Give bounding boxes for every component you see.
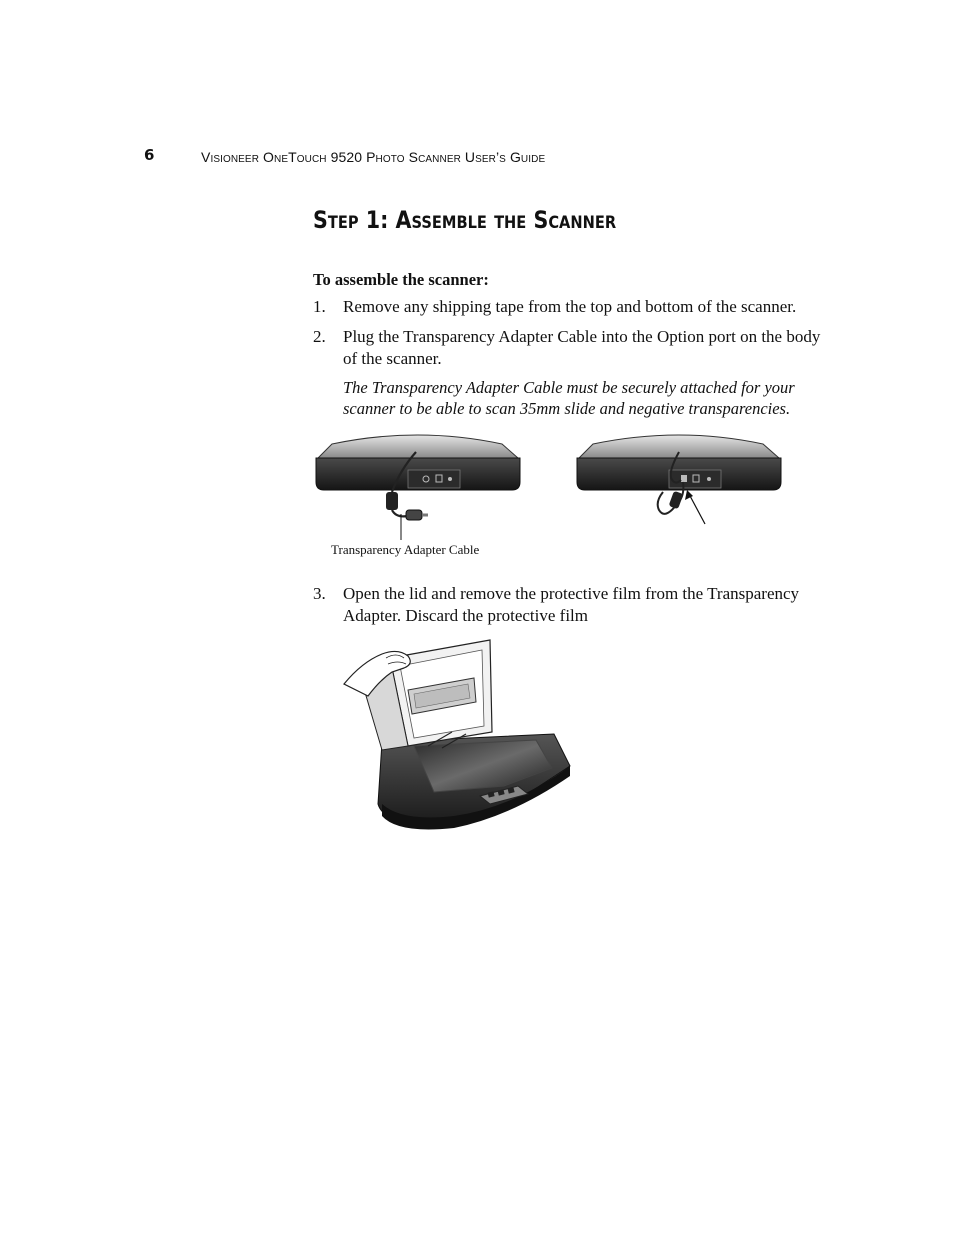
procedure-heading: To assemble the scanner: [313, 270, 489, 289]
page-number: 6 [144, 146, 155, 164]
step-text: Open the lid and remove the protective film from the Transparency Adapter. Discard the protective film [343, 584, 800, 625]
step-number: 2. [313, 327, 326, 346]
step-number: 3. [313, 584, 326, 603]
section-title: Step 1: Assemble the Scanner [313, 206, 617, 234]
scanner-open-lid-illustration [342, 636, 574, 832]
step-number: 1. [313, 297, 326, 316]
step-text: Plug the Transparency Adapter Cable into the Option port on the body of the scanner. [343, 327, 821, 368]
scanner-rear-cable-plugged-illustration [573, 430, 785, 530]
step-text: Remove any shipping tape from the top and bottom of the scanner. [343, 297, 797, 316]
figure-caption: Transparency Adapter Cable [331, 542, 480, 557]
running-header: Visioneer OneTouch 9520 Photo Scanner User’s Guide [201, 149, 546, 165]
note-italic: The Transparency Adapter Cable must be securely attached for your scanner to be able to scan 35mm slide and negative transparencies. [343, 378, 795, 418]
scanner-rear-cable-unplugged-illustration [312, 430, 524, 542]
